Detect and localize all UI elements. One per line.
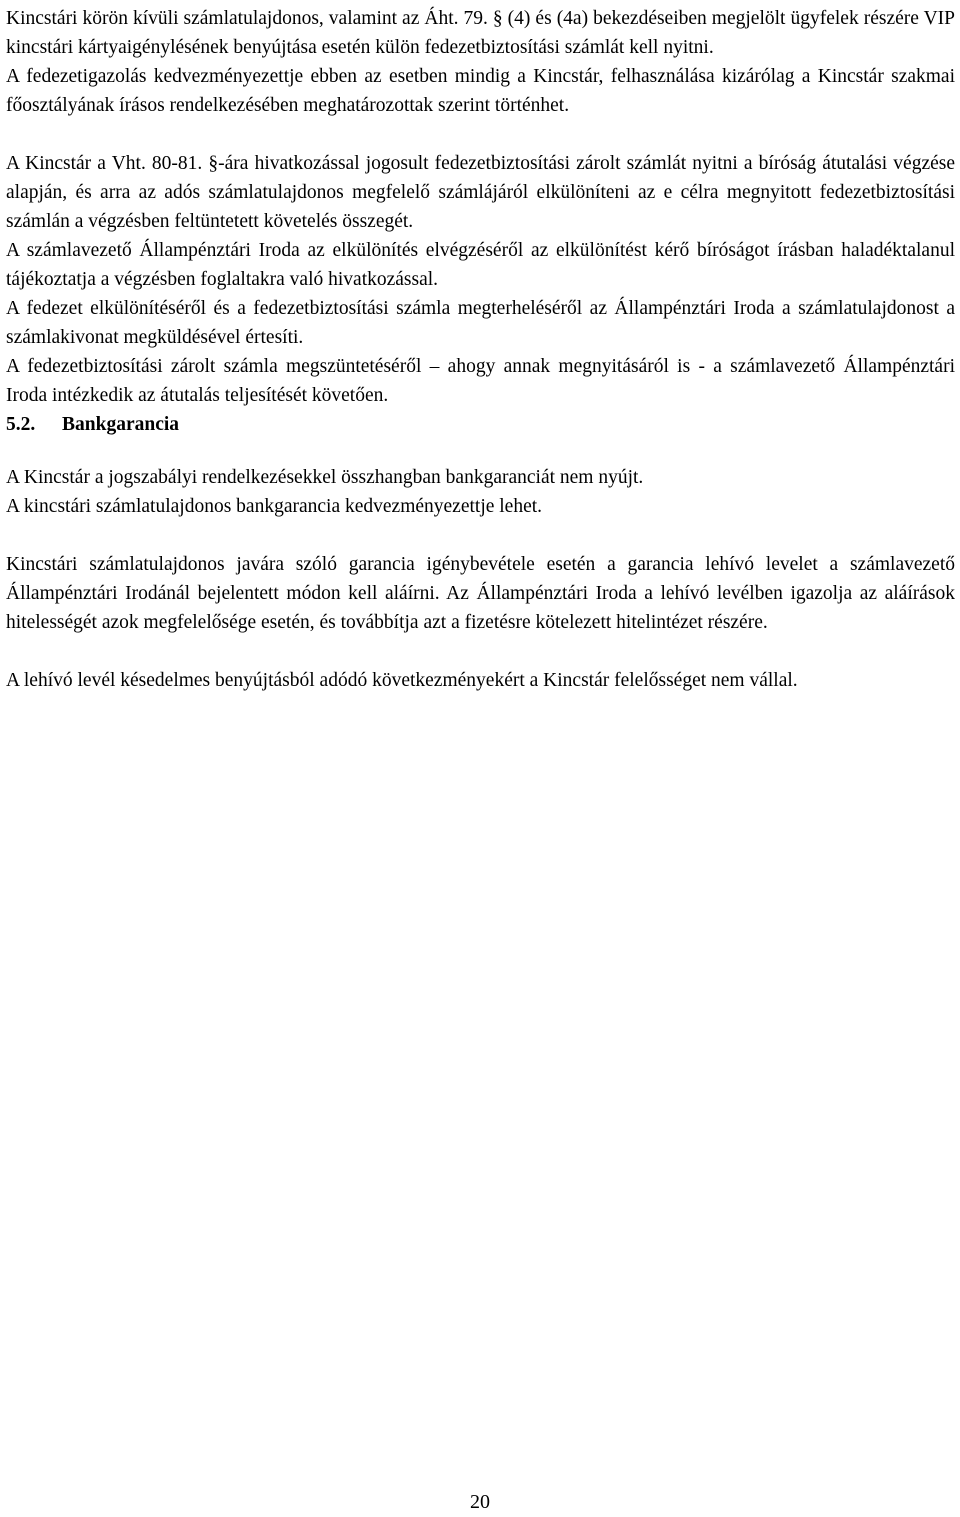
- section-heading: [6, 410, 955, 439]
- paragraph: A fedezetigazolás kedvezményezettje ebben az esetben mindig a Kincstár, felhasználása kizárólag a Kincstár szakmai főosztályának írásos rendelkezésében meghatározottak szerint történhet.: [6, 66, 955, 116]
- paragraph: A Kincstár a Vht. 80-81. §-ára hivatkozással jogosult fedezetbiztosítási zárolt számlát nyitni a bíróság átutalási végzése alapján, és arra az adós számlatulajdonos megfelelő számlájáról elkülöníteni az e célra megnyitott fedezetbiztosítási számlán a végzésben feltüntetett követelés összegét.: [6, 153, 955, 232]
- page-number: 20: [470, 1491, 490, 1513]
- paragraph: A Kincstár a jogszabályi rendelkezésekkel összhangban bankgaranciát nem nyújt.: [6, 467, 644, 488]
- paragraph: A lehívó levél késedelmes benyújtásból adódó következményekért a Kincstár felelősséget nem vállal.: [6, 670, 798, 691]
- paragraph: A fedezet elkülönítéséről és a fedezetbiztosítási számla megterheléséről az Állampénztári Iroda a számlatulajdonost a számlakivonat megküldésével értesíti.: [6, 298, 955, 348]
- paragraph: A fedezetbiztosítási zárolt számla megszüntetéséről – ahogy annak megnyitásáról is - a számlavezető Állampénztári Iroda intézkedik az átutalás teljesítését követően.: [6, 356, 955, 406]
- section-number: 5.2.: [6, 414, 36, 435]
- paragraph: A kincstári számlatulajdonos bankgarancia kedvezményezettje lehet.: [6, 496, 543, 517]
- paragraph: A számlavezető Állampénztári Iroda az elkülönítés elvégzéséről az elkülönítést kérő bíróságot írásban haladéktalanul tájékoztatja a végzésben foglaltakra való hivatkozással.: [6, 240, 955, 290]
- document-page: [6, 4, 955, 695]
- paragraph: Kincstári körön kívüli számlatulajdonos, valamint az Áht. 79. § (4) és (4a) bekezdéseiben megjelölt ügyfelek részére VIP kincstári kártyaigénylésének benyújtása esetén külön fedezetbiztosítási számlát kell nyitni.: [6, 8, 955, 58]
- section-title: Bankgarancia: [62, 414, 180, 435]
- paragraph: Kincstári számlatulajdonos javára szóló garancia igénybevétele esetén a garancia lehívó levelet a számlavezető Állampénztári Irodánál bejelentett módon kell aláírni. Az Állampénztári Iroda a lehívó levélben igazolja az aláírások hitelességét azok megfelelősége esetén, és továbbítja azt a fizetésre kötelezett hitelintézet részére.: [6, 554, 955, 633]
